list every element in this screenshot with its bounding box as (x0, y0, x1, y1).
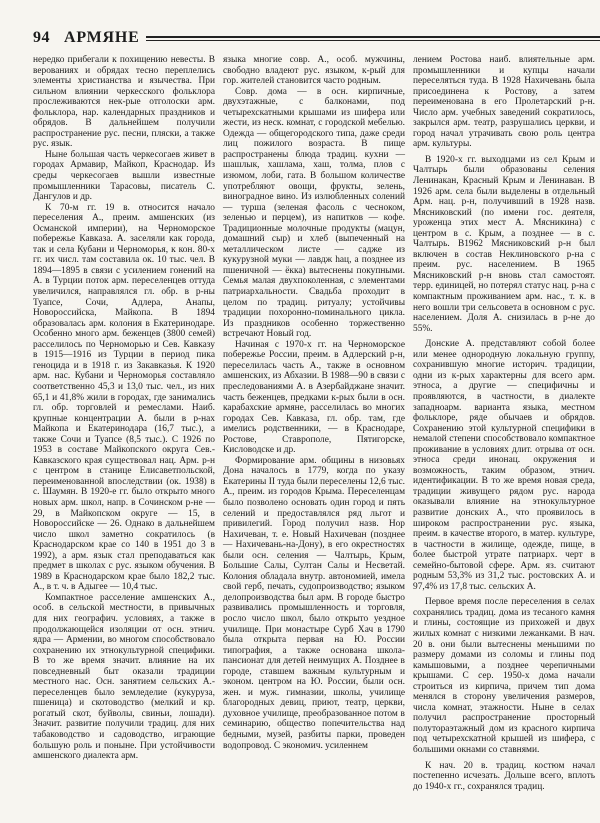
paragraph: Донские А. представляют собой более или менее однородную локальную группу, сохранившую многие историч. традиции, одни из к-рых характерны для всего арм. этноса, а другие — специфичны и проявляются, в частности, в диалекте западноарм. варианта языка, местном фольклоре, ряде обычаев и обрядов. Сохранению этой культурной специфики в немалой степени способствовало компактное проживание в условиях длит. отрыва от осн. этноса среди инонац. окружения и возможность, таким образом, этнич. идентификации. В то же время новая среда, традиции живущего рядом рус. народа оказывали влияние на этнокультурное развитие донских А., что проявилось в широком распространении рус. языка, преим. в качестве второго, в матер. культуре, в частности в жилище, одежде, пище, в более быстрой утрате патриарх. черт в семейно-бытовой сфере. Арм. яз. считают родным 53,3% из 31,2 тыс. ростовских А. и 97,4% из 17,8 тыс. сельских А. (413, 339, 595, 592)
paragraph: В 1920-х гг. выходцами из сел Крым и Чалтырь были образованы селения Ленинакан, Красный Крым и Ленинаван. В 1926 арм. села были выделены в отдельный Арм. нац. р-н, получивший в 1928 назв. Мясниковский (по имени гос. деятеля, уроженца этих мест А. Мясникина) с центром в с. Крым, а позднее — в с. Чалтырь. В1962 Мясниковский р-н был включен в состав Неклиновского р-на с преим. рус. населением. В 1965 Мясниковский р-н вновь стал самостоят. терр. единицей, но потерял статус нац. р-на с компактным проживанием арм. нас., т. к. в него вошли три сельсовета в основном с рус. населением. Доля А. снизилась в р-не до 55%. (413, 154, 595, 334)
running-title: АРМЯНЕ (64, 29, 140, 46)
page-header (33, 28, 600, 48)
paragraph: языка многие совр. А., особ. мужчины, свободно владеют рус. языком, к-рый для гор. жителей становится часто родным. (223, 55, 405, 87)
paragraph: лением Ростова наиб. влиятельные арм. промышленники и купцы начали переселяться туда. В 1928 Нахичевань была присоединена к Ростову, а затем переименована в его Пролетарский р-н. Число арм. учебных заведений сократилось, закрылся арм. театр, разрушались церкви, и город начал утрачивать свою роль центра арм. культуры. (413, 55, 595, 150)
paragraph: Ныне большая часть черкесогаев живет в городах Армавир, Майкоп, Краснодар. Из среды черкесогаев вышли известные промышленники Тарасовы, писатель С. Дангулов и др. (33, 149, 215, 203)
paragraph: К нач. 20 в. традиц. костюм начал постепенно исчезать. Дольше всего, вплоть до 1940-х гг., сохранялся традиц. (413, 760, 595, 792)
column-left (33, 55, 215, 792)
paragraph: Формирование арм. общины в низовьях Дона началось в 1779, когда по указу Екатерины II туда были переселены 12,6 тыс. А., преим. из городов Крыма. Переселенцам было позволено основать один город и пять селений и предоставлялся ряд льгот и привилегий. Город получил назв. Нор Нахичеван, т. е. Новый Нахичеван (позднее — Нахичевань-на-Дону), в его окрестностях были осн. селения — Чалтырь, Крым, Большие Салы, Султан Салы и Несветай. Колония обладала внутр. автономией, имела свой герб, печать, судопроизводство; языком делопроизводства был арм. В городе быстро развивались промышленность и торговля, росло число школ, было открыто уездное училище. При монастыре Сурб Хач в 1790 была открыта первая на Ю. России типография, а также основана школа-пансионат для детей неимущих А. Позднее в городе, ставшем важным культурным и эконом. центром на Ю. России, были осн. жен. и муж. гимназии, школы, училище благородных девиц, приют, театр, церкви, духовное училище, преобразованное потом в семинарию, общество попечительства над бедными, музей, разбиты парки, проведен водопровод. С экономич. усиленнем (223, 455, 405, 751)
paragraph: К 70-м гг. 19 в. относится начало переселения А., преим. амшенских (из Османской империи), на Черноморское побережье Кавказа. А. заселяли как города, так и села Кубани и Черноморья, к кон. 80-х гг. их числ. там составила ок. 10 тыс. чел. В 1894—1895 в связи с усилением гонений на А. в Турции поток арм. переселенцев оттуда увеличился, направлялся гл. обр. в р-ны Туапсе, Сочи, Адлера, Анапы, Новороссийска, Майкопа. В 1894 образовалась арм. колония в Екатеринодаре. Особенно много арм. беженцев (3800 семей) расселилось по Черноморью и Сев. Кавказу в 1915—1916 из Турции в период пика геноцида и в 1918 г. из Закавказья. К 1920 арм. нас. Кубани и Черноморья составляло соответственно 45,3 и 13,0 тыс. чел., из них 65,1 и 41,8% жили в городах, где занимались гл. обр. торговлей и ремеслами. Наиб. крупные концентрации А. были в р-нах Майкопа и Екатеринодара (16,7 тыс.), а также Сочи и Туапсе (8,5 тыс.). С 1926 по 1953 в составе Майкопского округа Сев.-Кавказского края существовал нац. Арм. р-н с центром в станице Елисаветпольской, переименованной впоследствии (ок. 1938) в с. Шаумян. В 1920-е гг. было открыто много новых арм. школ, напр. в Сочинском р-не — 29, в Майкопском округе — 15, в Новороссийске — 26. Однако в дальнейшем число школ заметно сократилось (в Краснодарском крае со 140 в 1951 до 3 в 1992), а арм. язык стал преподаваться как предмет в школах с рус. языком обучения. В 1989 в Краснодарском крае было 182,2 тыс. А., в т. ч. в Адыгее — 10,4 тыс. (33, 202, 215, 593)
paragraph: Первое время после переселения в селах сохранялись традиц. дома из тесаного камня и глины, состоящие из прихожей и двух жилых комнат с низкими лежанками. В нач. 20 в. они были вытеснены меньшими по размеру домами из соломы и глины под камышовыми, а позднее черепичными крышами. С сер. 1950-х дома начали строиться из кирпича, причем тип дома менялся в сторону увеличения размеров, числа комнат, этажности. Ныне в селах получил распространение просторный полутораэтажный дом из красного кирпича под четырехскатной крышей из шифера, с большими окнами со ставнями. (413, 597, 595, 755)
header-rule (146, 36, 600, 41)
column-right (413, 55, 595, 792)
paragraph: Начиная с 1970-х гг. на Черноморское побережье России, преим. в Адлерский р-н, переселилась часть А., также в основном амшенских, из Абхазии. В 1988—90 в связи с преследованиями А. в Азербайджане значит. часть беженцев, предками к-рых были в осн. карабахские армяне, расселилась во многих городах Сев. Кавказа, гл. обр. там, где имелись родственники, — в Краснодаре, Ростове, Ставрополе, Пятигорске, Кисловодске и др. (223, 339, 405, 456)
paragraph: Совр. дома — в осн. кирпичные, двухэтажные, с балконами, под четырехскатными крышами из шифера или жести, из неск. комнат, с городской мебелью. Одежда — общегородского типа, даже среди лиц пожилого возраста. В пище распространены блюда традиц. кухни — шашлык, хашлама, хаш, толма, плов с изюмом, лоби, гата. В большом количестве употребляют овощи, фрукты, зелень, виноградное вино. Из излюбленных солений — турша (зеленая фасоль с чесноком, зеленью и перцем), из напитков — кофе. Традиционные молочные продукты (мацун, домашний сыр) и хлеб (выпеченный на металлическом листе — садже из кукурузной муки — лавдж hац, а позднее из пшеничной — ёкка) вытеснены покупными. Семья малая двухпоколенная, с элементами патриархальности. Свадьба проходит в целом по традиц. ритуалу; устойчивы традиции похоронно-поминального цикла. Из праздников особенно торжественно встречают Новый год. (223, 86, 405, 340)
page-number: 94 (33, 29, 50, 46)
column-middle (223, 55, 405, 792)
paragraph: Компактное расселение амшенских А., особ. в сельской местности, в привычных для них географич. условиях, а также в продолжающейся изоляции от осн. этнич. ядра — Армении, во многом способствовало сохранению их этнокультурной специфики. В то же время значит. влияние на их повседневный быт оказали традиции местного нас. Осн. занятием сельских А.-переселенцев было земледелие (кукуруза, пшеница) и скотоводство (мелкий и кр. рогатый скот, буйволы, свиньи, лошади). Значит. развитие получили традиц. для них табаководство и садоводство, играющие большую роль и поныне. При устойчивости амшенского диалекта арм. (33, 592, 215, 762)
paragraph: нередко прибегали к похищению невесты. В верованиях и обрядах тесно переплелись элементы христианства и язычества. При сильном влиянии черкесского фольклора прослеживаются нек-рые отголоски арм. фольклора, нар. календарных праздников и обрядов. В дальнейшем получили распространение рус. песни, пляски, а также рус. язык. (33, 55, 215, 150)
text-columns (33, 55, 595, 792)
